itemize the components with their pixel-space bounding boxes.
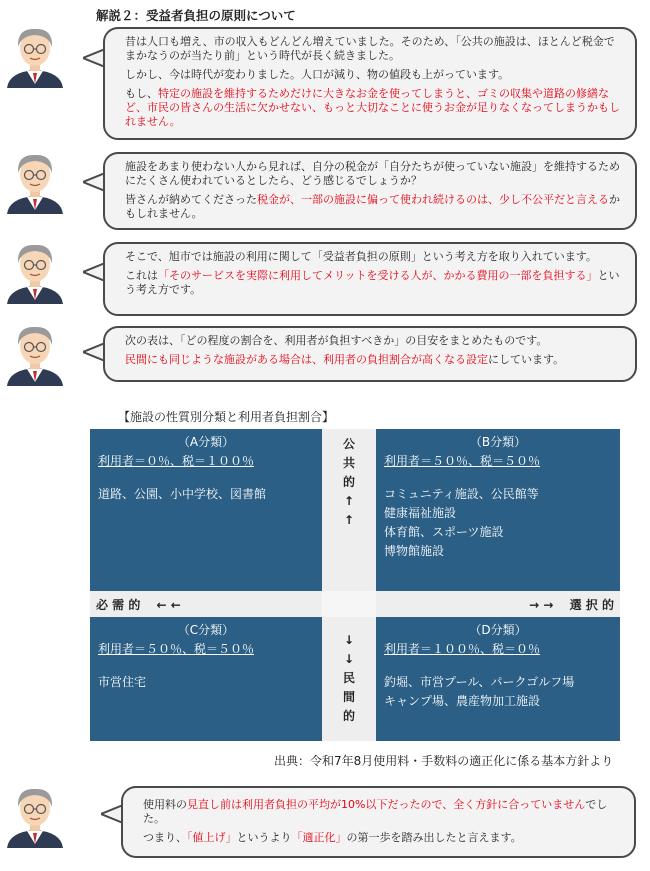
- list-item: 民: [342, 671, 355, 685]
- bubble-paragraph: [125, 353, 623, 367]
- category-label: （A分類）: [177, 435, 235, 449]
- list-item: 公: [342, 437, 355, 451]
- category-items: [98, 485, 314, 504]
- speech-bubble: [103, 326, 637, 382]
- category-label: （B分類）: [469, 435, 527, 449]
- category-rate: 利用者＝５０％、税＝５０％: [98, 642, 255, 656]
- page-title: 解説２：受益者負担の原則について: [96, 8, 296, 23]
- highlight-text: 「値上げ」: [187, 831, 237, 844]
- speaker-avatar-icon: [5, 150, 65, 214]
- body-text: しかし、今は時代が変わりました。人口が減り、物の値段も上がっています。: [125, 68, 510, 81]
- bubble-paragraph: [125, 334, 623, 348]
- table-caption: 【施設の性質別分類と利用者負担割合】: [118, 410, 335, 424]
- speaker-avatar-icon: [5, 784, 65, 848]
- list-item: 間: [342, 690, 355, 704]
- list-item: ↑: [343, 513, 355, 527]
- list-item: 的: [342, 709, 355, 723]
- body-text: そこで、旭市では施設の利用に関して「受益者負担の原則」という考え方を取り入れています。: [125, 250, 597, 263]
- list-item: 博物館施設: [384, 544, 445, 558]
- body-text: 次の表は、「どの程度の割合を、利用者が負担すべきか」の目安をまとめたものです。: [125, 334, 548, 347]
- speech-bubble: [103, 152, 637, 230]
- list-item: ↓: [343, 633, 355, 647]
- body-text: にしています。: [488, 353, 565, 366]
- source-note: 出典：令和7年8月使用料・手数料の適正化に係る基本方針より: [274, 754, 614, 768]
- category-b-cell: [376, 429, 620, 591]
- speaker-avatar-icon: [5, 240, 65, 304]
- list-item: 的: [342, 475, 355, 489]
- body-text: つまり、: [143, 831, 187, 844]
- speech-bubble-tail: [101, 804, 123, 824]
- list-item: 健康福祉施設: [384, 506, 457, 520]
- speaker-avatar-icon: [5, 322, 65, 386]
- axis-public: [322, 429, 376, 591]
- speech-bubble-tail: [83, 262, 105, 282]
- body-text: の第一歩を踏み出したと言えます。: [346, 831, 522, 844]
- highlight-text: 民間にも同じような施設がある場合は、利用者の負担割合が高くなる設定: [125, 353, 488, 366]
- bubble-paragraph: [143, 831, 622, 845]
- list-item: 共: [342, 456, 355, 470]
- speech-bubble: [121, 786, 636, 858]
- body-text: これは: [125, 269, 158, 282]
- highlight-text: 「適正化」: [291, 831, 347, 844]
- list-item: ↓: [343, 652, 355, 666]
- axis-selective-band: [376, 591, 620, 617]
- body-text: というより: [236, 831, 292, 844]
- speech-bubble: [103, 27, 637, 140]
- axis-selective-label: → → 選 択 的: [529, 598, 614, 612]
- axis-necessity-label: 必 需 的 ← ←: [96, 598, 181, 612]
- bubble-paragraph: [143, 798, 622, 826]
- bubble-paragraph: [125, 87, 623, 129]
- body-text: 皆さんが納めてくださった: [125, 193, 257, 206]
- speech-bubble-tail: [83, 342, 105, 362]
- bubble-paragraph: [125, 193, 623, 221]
- highlight-text: 特定の施設を維持するためだけに大きなお金を使ってしまうと、ゴミの収集や道路の修繕など、市民の皆さんの生活に欠かせない、もっと大切なことに使うお金が足りなくなってしまうかもしれません。: [125, 87, 620, 128]
- body-text: という考え方です。: [125, 269, 620, 296]
- list-item: ↑: [343, 494, 355, 508]
- category-c-cell: [90, 617, 322, 741]
- category-rate: 利用者＝０％、税＝１００％: [98, 454, 255, 468]
- category-items: [98, 673, 314, 692]
- speaker-avatar-icon: [5, 24, 65, 88]
- axis-center: [322, 591, 376, 617]
- category-items: [384, 485, 612, 561]
- body-text: 使用料の: [143, 798, 187, 811]
- highlight-text: 見直し前は利用者負担の平均が10%以下だったので、全く方針に合っていません: [187, 798, 586, 811]
- speech-bubble-tail: [83, 48, 105, 68]
- bubble-paragraph: [125, 35, 623, 63]
- list-item: キャンプ場、農産物加工施設: [384, 694, 541, 708]
- bubble-paragraph: [125, 68, 623, 82]
- body-text: かもしれません。: [125, 193, 620, 220]
- bubble-paragraph: [125, 160, 623, 188]
- highlight-text: 税金が、一部の施設に偏って使われ続けるのは、少し不公平だと言える: [257, 193, 609, 206]
- list-item: 市営住宅: [98, 675, 147, 689]
- axis-necessity-band: [90, 591, 322, 617]
- list-item: コミュニティ施設、公民館等: [384, 487, 539, 501]
- category-items: [384, 673, 612, 711]
- category-a-cell: [90, 429, 322, 591]
- body-text: 昔は人口も増え、市の収入もどんどん増えていました。そのため、「公共の施設は、ほとんど税金でまかなうのが当たり前」という時代が長く続きました。: [125, 35, 615, 62]
- category-rate: 利用者＝１００％、税＝０％: [384, 642, 541, 656]
- bubble-paragraph: [125, 269, 623, 297]
- category-label: （D分類）: [469, 623, 527, 637]
- body-text: もし、: [125, 87, 158, 100]
- highlight-text: 「そのサービスを実際に利用してメリットを受ける人が、かかる費用の一部を負担する」: [158, 269, 598, 282]
- category-rate: 利用者＝５０％、税＝５０％: [384, 454, 541, 468]
- body-text: でした。: [143, 798, 608, 825]
- list-item: 釣堀、市営プール、パークゴルフ場: [384, 675, 575, 689]
- category-label: （C分類）: [177, 623, 235, 637]
- category-d-cell: [376, 617, 620, 741]
- axis-private: [322, 617, 376, 741]
- bubble-paragraph: [125, 250, 623, 264]
- speech-bubble-tail: [83, 172, 105, 192]
- body-text: 施設をあまり使わない人から見れば、自分の税金が「自分たちが使っていない施設」を維持するためにたくさん使われているとしたら、どう感じるでしょうか？: [125, 160, 620, 187]
- list-item: 体育館、スポーツ施設: [384, 525, 504, 539]
- list-item: 道路、公園、小中学校、図書館: [98, 487, 267, 501]
- speech-bubble: [103, 242, 637, 316]
